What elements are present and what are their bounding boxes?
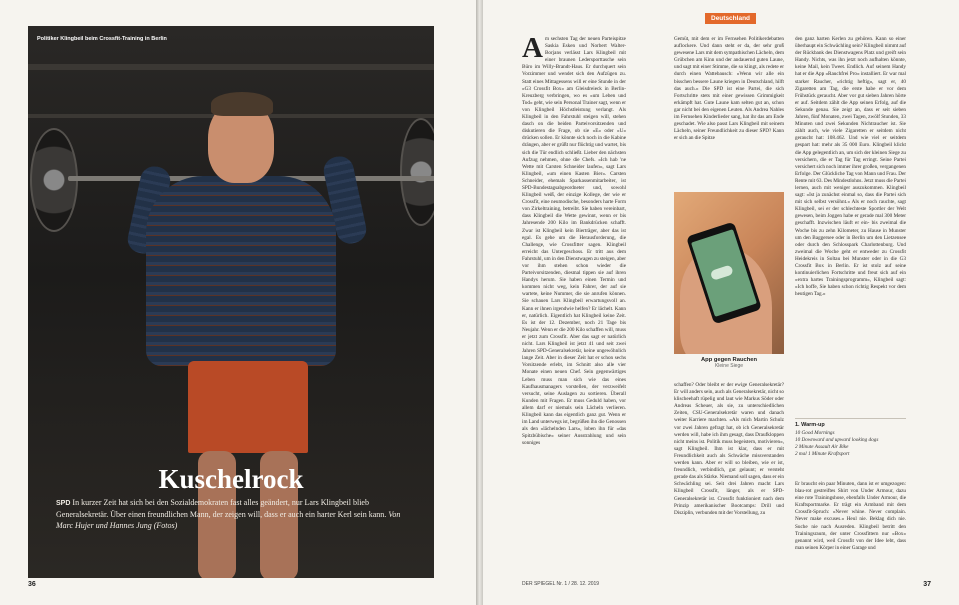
- athlete-shirt: [146, 176, 336, 366]
- article-column-1: [522, 36, 626, 574]
- ceiling-beam: [28, 64, 434, 70]
- column-text: m sechsten Tag der neuen Parteispitze Saskia Esken und Norbert Walter-Borjans verlässt Lars Klingbeil mit einer braunen Ledersporttasche sein Büro im Willy-Brandt-Haus. Er durchquert sein Vorzimmer und wendet sich den Aufzügen zu. Statt eines Mittagessens will er eine Stunde in der »G3 Crossfit Box« am Gleisdreieck in Berlin-Kreuzberg verbringen, wo es »um Leben und Tod« geht, wie sein Personal Trainer sagt, wenn er von Klingbeil Höchstleistung verlangt. Als Klingbeil in den Fahrstuhl steigen will, stehen dasch on die beiden Parteivorsitzenden und diskutieren die Frage, ob sie »E« oder »U« drücken sollen. Er könnte sich noch in die Kabine drängen, aber er grüßt nur flüchtig und wartet, bis sich die Tür endlich schließt. Lieber den nächsten Aufzug nehmen, ohne die Chefs. »Ich hab 'ne Wette mit Carsten Schneider laufen«, sagt Lars Klingbeil, »um einen Kasten Bier«. Carsten Schneider, ehemals Sparkassenmitarbeiter, ist SPD-Bundestagsabgeordneter und, sowohl Klingbeil weiß, der einzige Kollege, der wie er Crossfit, eine neumodische, besonders harte Form von Zirkeltraining, betreibt. Sie haben vereinbart, dass Klingbeil die Wette gewinnt, wenn er bis Jahresende 200 Kilo im Bankdrücken schafft. Zwar ist Klingbeil kein Bierträger, aber das ist egal. Es gehe um die Herausforderung, die Challenge, wie Crossfitter sagen. Klingbeil erreicht das Untergeschoss. Er tritt aus dem Fahrstuhl, um in den Dienstwagen zu steigen, aber vor ihm stehen schon wieder die Parteivorsitzenden, diesmal tippen sie auf ihren Handys herum. Sie haben einen Termin und kommen nicht weg, kein Fahrer, der auf sie wartete, keine Nummer, die sie anrufen können. Sie schauen Lars Klingbeil erwartungsvoll an. Kann er ihnen irgendwie helfen? Er lächelt. Kann er, natürlich. Eigentlich hat Klingbeil keine Zeit. Es ist der 12. Dezember, noch 21 Tage bis Neujahr. Wenn er die 200 Kilo schaffen will, muss er jetzt zum Crossfit. Aber das sagt er natürlich nicht. Lars Klingbeil ist jetzt 41 und seit zwei Jahren SPD-Generalsekretär, keine ungewöhnlich lange Zeit. Aber in dieser Zeit hat er schon sechs Vorsitzende erlebt, im Schnitt also alle vier Monate einen neuen Chef. Sein gegenwärtiges Leben muss man sich wie das eines Kaufhausmanagers vorstellen, der verzweifelt versucht, seine Auslagen zu sortieren. Überall Kunden mit Fragen. Er muss Geduld haben, vor allem darf er niemals sein Lächeln verlieren. Klingbeil kann das eigentlich ganz gut. Wenn er im Land unterwegs ist, begrüßen ihn die Genossen als den »lächelnden Lars«, loben ihn für »das Spitzbübische« seiner Ausstrahlung und sein sonniges: [522, 36, 626, 447]
- lede-text: In kurzer Zeit hat sich bei den Sozialdemokraten fast alles geändert, nur Lars Klingbeil blieb Generalsekretär. Über einen freundlichen Mann, der zeigen will, dass er auch ein harter Kerl sein kann.: [56, 498, 387, 520]
- image-caption: [674, 357, 784, 369]
- column-text: Gemüt, mit dem er im Fernsehen Politikerdebatten auflockere. Und dann steht er da, der sehr groß gewesene Lars mit dem sympathischen Lächeln, dem Grübchen am Kinn und der andauernd guten Laune, und sagt mit einer Stimme, die so klingt, als redete er durch einen Wattebausch: »Wenn wir alle ein bisschen bessere Laune kriegen in Deutschland, hilft das auch.« Die SPD ist eine Partei, die sich Fortschritte stets mit einer gewissen Grimmigkeit erkämpft hat. Gute Laune kam selten gut an, schon gar nicht bei den eigenen Leuten. Als Andrea Nahles im Fernsehen Kinderlieder sang, hat ihr das am Ende geschadet. Wie also passt Lars Klingbeil mit seinem Lächeln, seiner Freundlichkeit zu dieser SPD? Kann er sich an die Spitze: [674, 36, 784, 142]
- section-tag: Deutschland: [705, 13, 756, 24]
- byline: Von Marc Hujer und Hannes Jung (Fotos): [56, 510, 401, 531]
- column-text: den ganz harten Kerlen zu gehören. Kann so einer überhaupt ein Schwächling sein? Klingbeil nimmt auf der Rückbank des Dienstwagens Platz und greift sein Handy. Nichts, was ihn jetzt noch aufhalten könnte, keine Mail, kein Tweet. Endlich. Auf seinem Handy hat er die App »Rauchfrei Pro« installiert. Er war mal starker Raucher, »richtig heftig«, sagt er, 40 Zigaretten am Tag, die erste habe er vor dem Frühstück geraucht. Aber vor gut sieben Jahren hörte er auf. Seitdem zählt die App seinen Erfolg, auf die Sekunde genau. Sie zeigt an, dass er seit sieben Jahren, fünf Monaten, zwei Tagen, zwölf Stunden, 33 Minuten und zwei Sekunden Nichtraucher ist. Sie zählt auch, wie viele Zigaretten er seitdem nicht geraucht hat: 108.462. Und wie viel er seitdem gespart hat: mehr als 35 000 Euro. Klingbeil klickt die App gelegentlich an, um sich der kleinen Siege zu versichern, die er Tag für Tag erringt. Seine Partei versichert sich noch immer ihrer großen, vergangenen Erfolge. Der Glückliche Tag von Mann und Frau. Der Rente mit 63. Des Mindestlohns. Jetzt muss die Partei lernen, auch mit weniger auszukommen. Klingbeil sagt: »Ist ja zunächst einmal so, dass die Partei sich mit sich selbst versöhnt.« Als er noch rauchte, sagt Klingbeil, sei er der schlechteste Sportler der Welt gewesen, beim Joggen habe er gerade mal 300 Meter geschafft. Inzwischen läuft er ein- bis zweimal die Woche bis zu zehn Kilometer, zu Hause in Munster um den Baggersee oder in Berlin um den Lietzensee oder durch den Schlosspark Charlottenburg. Und zweimal die Woche geht er entweder zu Crossfit Heidekreis in Soltau bei Munster oder in die G3 Crossfit Box in Berlin. Er ist stolz auf seine kontinuierlichen Fortschritte und freut sich auf ein »extra hartes Trainingsprogramm«, Klingbeil sagt: »Ich hoffe, Sie haben schon richtig Respekt vor dem heutigen Tag.«: [795, 36, 906, 298]
- article-column-2: [674, 36, 784, 186]
- page-number-left: 36: [28, 581, 36, 588]
- athlete-hair: [211, 92, 273, 116]
- left-page: [0, 0, 476, 605]
- right-page: [483, 0, 959, 605]
- workout-box: [795, 418, 906, 482]
- article-lede: [56, 497, 408, 532]
- weight-plate-right: [400, 118, 434, 226]
- lede-label: SPD: [56, 500, 71, 507]
- article-headline: Kuschelrock: [158, 464, 304, 494]
- image-caption-credit: Kleine Siege: [714, 363, 744, 369]
- image-caption-title: App gegen Rauchen: [700, 357, 758, 363]
- photo-caption: Politiker Klingbeil beim Crossfit-Training in Berlin: [37, 36, 167, 42]
- lead-photo: [28, 26, 434, 578]
- workout-item: 10 Good Mornings: [795, 430, 835, 436]
- column-text: schaffen? Oder bleibt er der ewige Generalsekretär? Er will anders sein, auch als Generalsekretär, nicht so klischeehaft rüpelig und laut wie Markus Söder oder Andreas Scheuer, als sie, zu unterschiedlichen Zeiten, CSU-Generalsekretär waren und danach weiter Karriere machten. »Als mich Martin Schulz vor zwei Jahren gefragt hat, ob ich Generalsekretär werden will, habe ich ihm gesagt, dass Draufkloppen nicht meins ist. Politik muss begeistern, motivieren«, sagt Klingbeil. Ihm ist klar, dass er mit Freundlichkeit auch als Schwäche missverstanden werden kann. Aber er will so bleiben, wie er ist, freundlich, verbindlich, gut gelaunt; er versteht gerade das als Stärke. Niemand soll sagen, dass er ein Schwächling sei. Seit drei Jahren macht Lars Klingbeil Crossfit, länger, als er SPD-Generalsekretär ist. Crossfit funktioniert nach dem Prinzip amerikanischer Bootcamps: Drill und Disziplin, verbunden mit der Vorstellung, zu: [674, 382, 784, 516]
- workout-item: 2 Minute Assault Air Bike: [795, 444, 849, 450]
- article-column-2-continued: [674, 382, 784, 574]
- article-column-3: [795, 36, 906, 431]
- smartphone-photo: [674, 192, 784, 354]
- magazine-footer: DER SPIEGEL Nr. 1 / 28. 12. 2019: [522, 581, 600, 587]
- magazine-spine: [476, 0, 483, 605]
- athlete-shorts: [188, 361, 308, 453]
- workout-item: 10 Downward and upward looking dogs: [795, 437, 879, 443]
- workout-box-title: 1. Warm-up: [795, 422, 825, 428]
- drop-cap: A: [522, 36, 543, 64]
- column-text: Er braucht ein paar Minuten, dann ist er umgezogen: blau-rot gestreiftes Shirt von Under Armour, dazu eine rote Trainingshose, ebenfalls Under Armour, die Kraftsportmarke. Er trägt ein Armband mit dem Crossfit-Spruch: »Never whine. Never complain. Never make excuses.« Heul nie. Beklag dich nie. Suche nie nach Ausreden. Klingbeil betritt den Trainingsraum, der unter Crossfittern nur »Box« genannt wird, weil Crossfit von der Idee lebt, dass man seinen Körper in einer Garage und: [795, 481, 906, 551]
- workout-item: 2 mal 1 Minute Kraftsport: [795, 451, 850, 457]
- page-number-right: 37: [923, 581, 931, 588]
- article-column-3-continued: [795, 481, 906, 574]
